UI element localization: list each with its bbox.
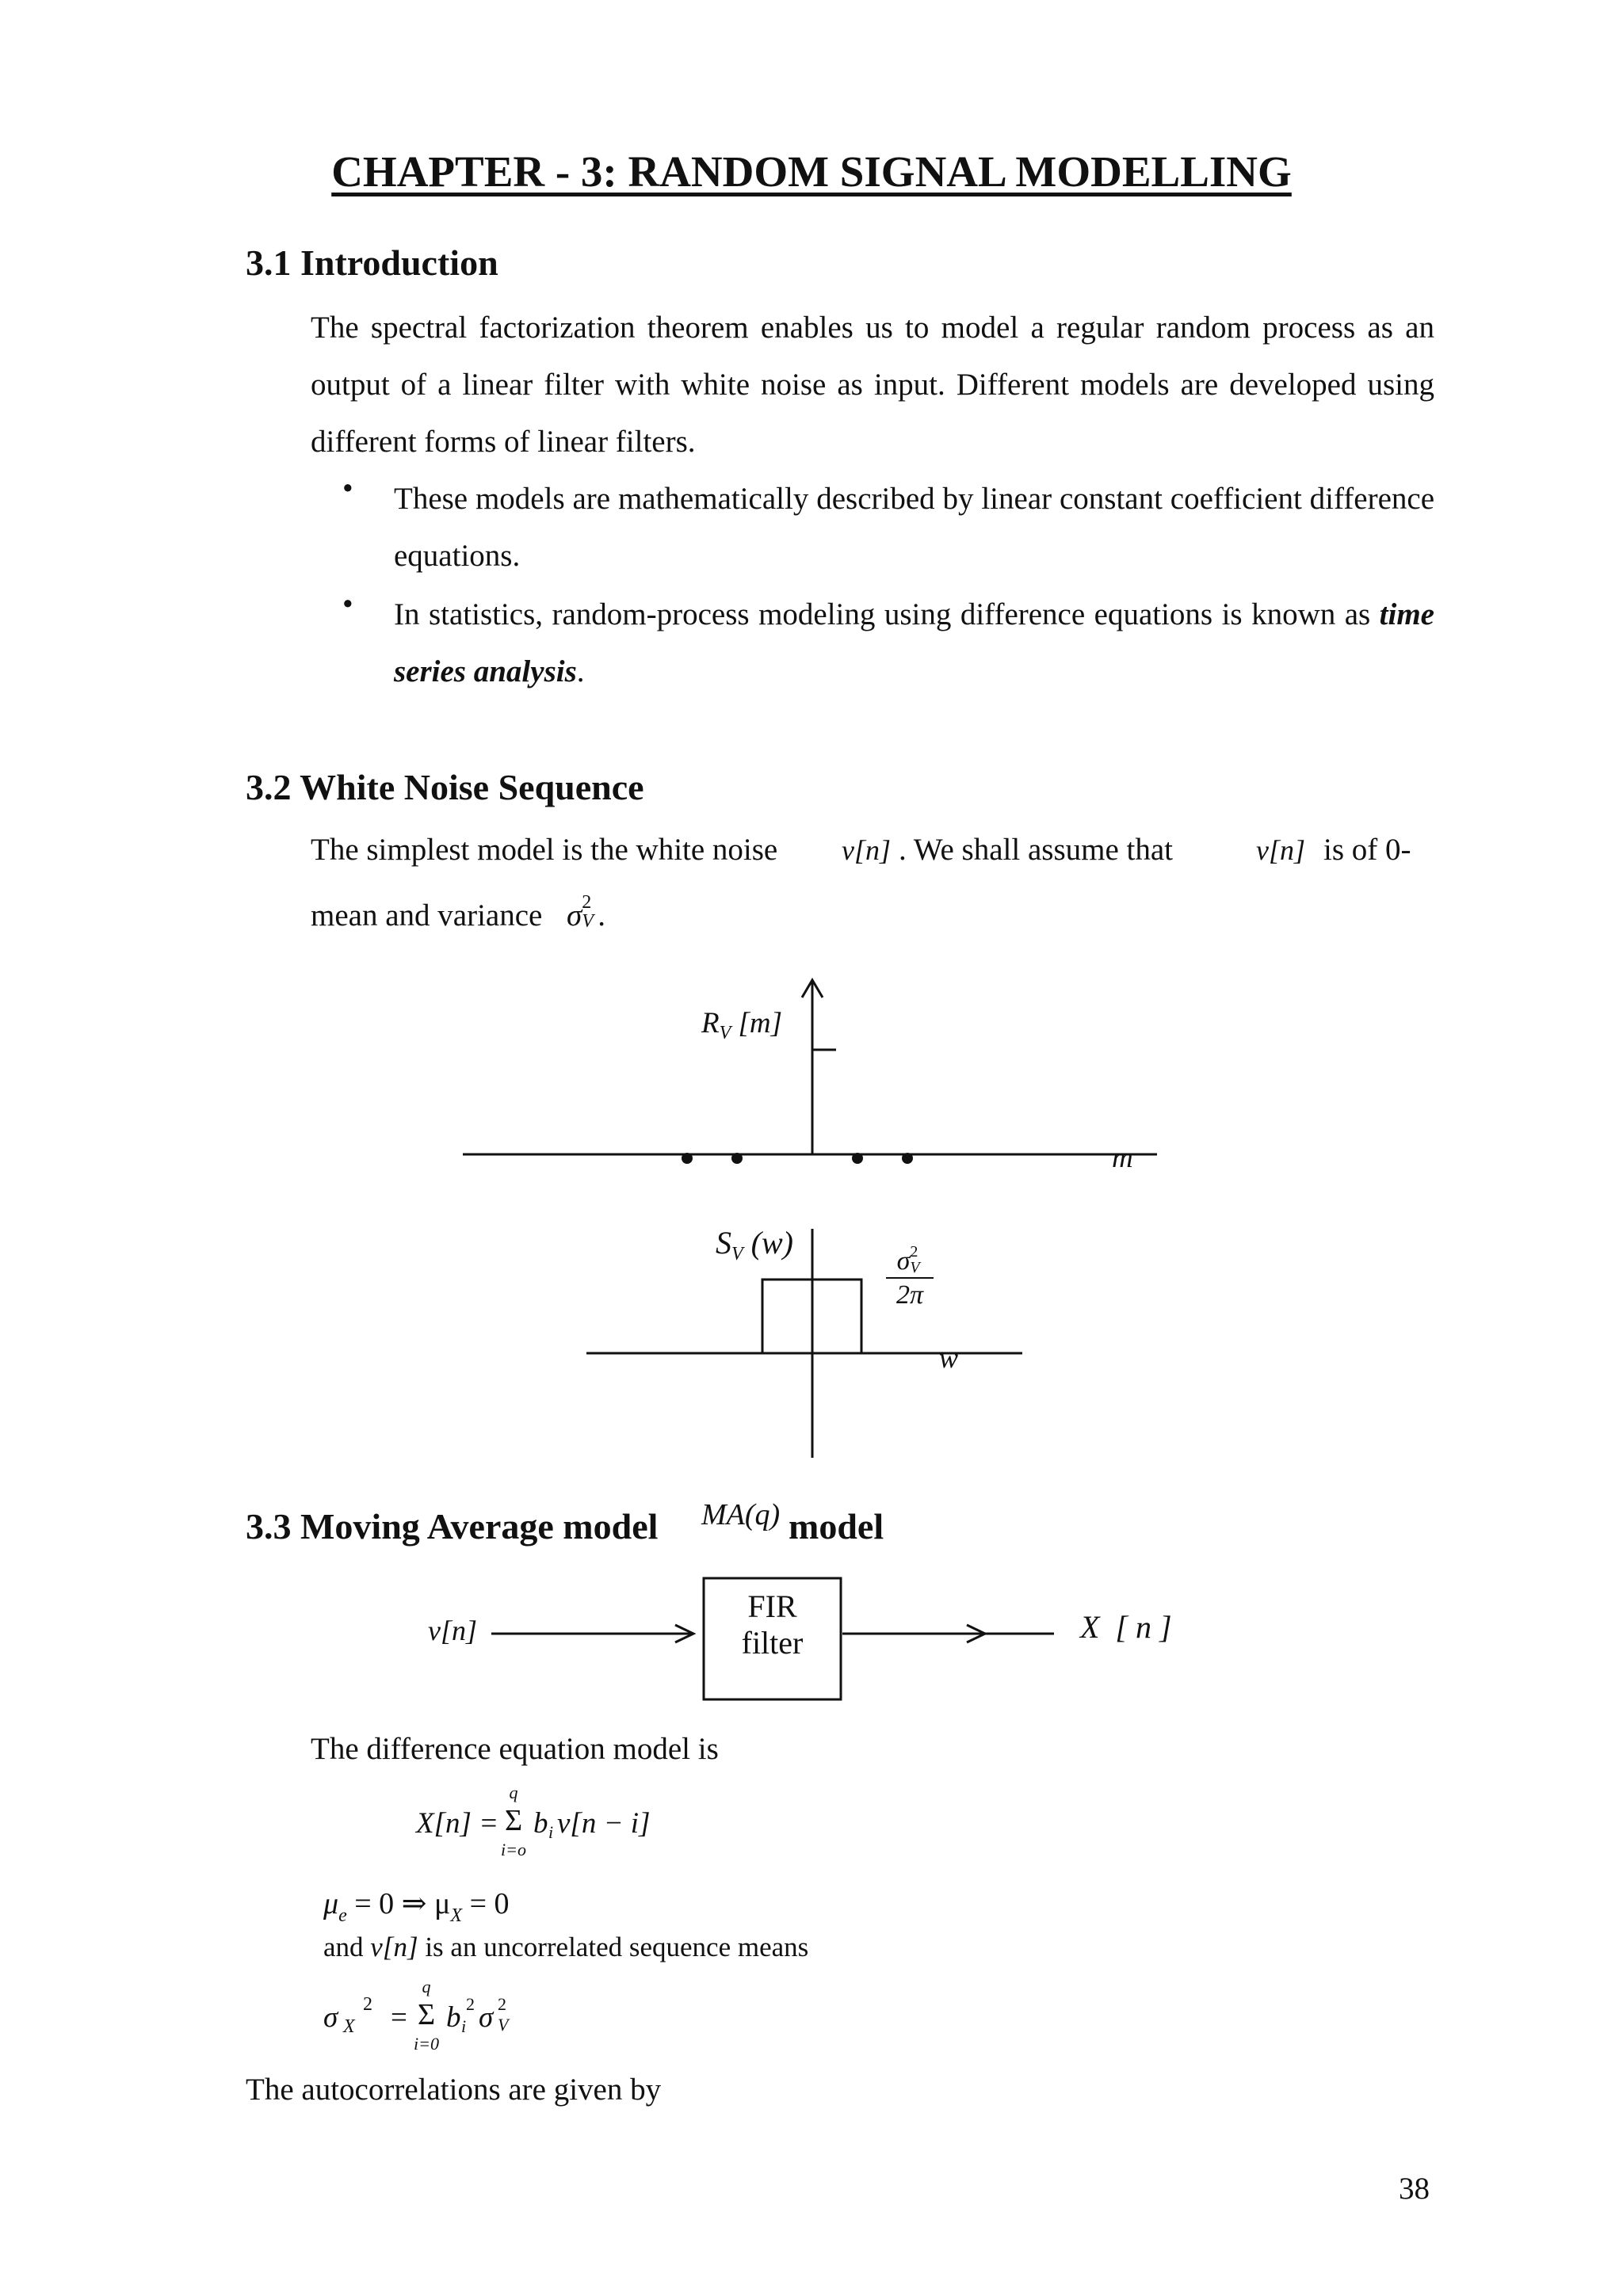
w-axis-label: w xyxy=(939,1342,959,1374)
b-sup: 2 xyxy=(466,1994,475,2014)
chapter-title: CHAPTER - 3: RANDOM SIGNAL MODELLING xyxy=(331,147,1292,196)
label-s: S xyxy=(716,1225,731,1261)
eq2-mid: = 0 ⇒ μ xyxy=(346,1887,451,1920)
sigma-sub: X xyxy=(343,2016,355,2037)
bullet-item-2-tail: . xyxy=(576,654,585,688)
zero-sample-dot xyxy=(852,1153,863,1164)
block-output-label: X [ n ] xyxy=(1080,1609,1172,1645)
bullet-item-2-emphasis: time series analysis xyxy=(394,597,1434,688)
page-number: 38 xyxy=(1399,2172,1430,2206)
sigma-v: σ xyxy=(479,2001,494,2034)
eq3-sum-icon: Σ xyxy=(417,1998,436,2031)
m-axis-label: m xyxy=(1112,1142,1133,1174)
eq1-sum-bot: i=o xyxy=(501,1840,526,1859)
zero-sample-dot xyxy=(682,1153,693,1164)
white-noise-line-1b: . We shall assume that xyxy=(899,833,1173,867)
mu-sub: e xyxy=(338,1905,347,1926)
label-sub: V xyxy=(731,1244,743,1264)
eq1-lhs: X[n] = xyxy=(416,1807,499,1840)
white-noise-line-1c: is of 0- xyxy=(1323,833,1411,867)
label-arg: (w) xyxy=(750,1225,793,1261)
bullet-item-1: These models are mathematically described by linear constant coefficient difference equations. xyxy=(394,482,1434,573)
sup: 2 xyxy=(582,892,592,913)
label-r: R xyxy=(701,1007,720,1039)
intro-paragraph: The spectral factorization theorem enables us to model a regular random process as an output of a linear filter with white noise as input. Different models are developed using different forms of linear filters. xyxy=(311,311,1434,459)
bullet-icon: • xyxy=(342,587,353,621)
b-sub: i xyxy=(461,2016,467,2036)
eq3-sum-bot: i=0 xyxy=(414,2034,439,2054)
eq2-end: = 0 xyxy=(462,1887,510,1920)
variance-symbol xyxy=(567,894,605,933)
eq1-b: b xyxy=(533,1807,548,1840)
eq1-sum-icon: Σ xyxy=(504,1804,523,1837)
eq1-b-sub: i xyxy=(548,1822,554,1842)
power-spectrum-plot xyxy=(579,1216,1030,1470)
mu: μ xyxy=(323,1887,339,1920)
bullet-icon: • xyxy=(342,471,353,505)
autocorrelation-plot xyxy=(444,971,1173,1192)
autocorrelation-label xyxy=(701,1006,783,1043)
uncorrelated-text: is an uncorrelated sequence means xyxy=(425,1932,809,1962)
section-heading-tail: model xyxy=(789,1506,884,1547)
section-heading-moving-average: 3.3 Moving Average model xyxy=(246,1506,659,1547)
sigma-v-sup: 2 xyxy=(498,1994,506,2014)
period: . xyxy=(598,898,605,933)
sigma: σ xyxy=(323,2001,338,2034)
sigma: σ xyxy=(896,1246,911,1276)
zero-sample-dot xyxy=(731,1153,743,1164)
white-noise-symbol-2: v[n] xyxy=(1256,834,1305,866)
block-input-label: v[n] xyxy=(428,1615,477,1646)
eq1-sum-top: q xyxy=(509,1783,518,1802)
fir-label-line-2: filter xyxy=(741,1625,804,1661)
sigma: σ xyxy=(567,898,582,933)
white-noise-line-1a: The simplest model is the white noise xyxy=(311,833,778,867)
white-noise-line-2: mean and variance xyxy=(311,898,543,933)
sub: V xyxy=(582,911,594,932)
bullet-item-2 xyxy=(394,586,1434,700)
spectrum-level-fraction xyxy=(886,1245,934,1312)
autocorrelation-intro: The autocorrelations are given by xyxy=(246,2073,662,2107)
sub: V xyxy=(910,1259,920,1276)
fir-filter-label xyxy=(704,1589,841,1661)
v-symbol: v[n] xyxy=(370,1932,418,1962)
sigma-v-sub: V xyxy=(498,2015,509,2035)
uncorrelated-line xyxy=(323,1932,808,1963)
zero-sample-dot xyxy=(902,1153,913,1164)
sigma-sup: 2 xyxy=(363,1994,372,2015)
eq1-rhs-tail: v[n − i] xyxy=(557,1807,651,1840)
and-word: and xyxy=(323,1932,364,1962)
label-sub: V xyxy=(719,1023,731,1043)
power-spectrum-label xyxy=(716,1224,793,1264)
fir-label-line-1: FIR xyxy=(747,1589,797,1624)
b: b xyxy=(446,2001,461,2034)
denominator: 2π xyxy=(896,1280,924,1310)
mean-equation xyxy=(323,1886,510,1926)
label-arg: [m] xyxy=(738,1007,783,1039)
bullet-item-2-text: In statistics, random-process modeling using difference equations is known as xyxy=(394,597,1380,631)
mu-sub2: X xyxy=(450,1905,463,1926)
equals: = xyxy=(391,2001,407,2034)
eq3-sum-top: q xyxy=(422,1977,431,1997)
ma-q-symbol: MA(q) xyxy=(701,1498,781,1531)
sup: 2 xyxy=(910,1243,918,1261)
difference-equation-intro: The difference equation model is xyxy=(311,1732,719,1766)
section-heading-introduction: 3.1 Introduction xyxy=(246,242,498,283)
section-heading-white-noise: 3.2 White Noise Sequence xyxy=(246,767,644,807)
white-noise-symbol-1: v[n] xyxy=(842,834,891,866)
